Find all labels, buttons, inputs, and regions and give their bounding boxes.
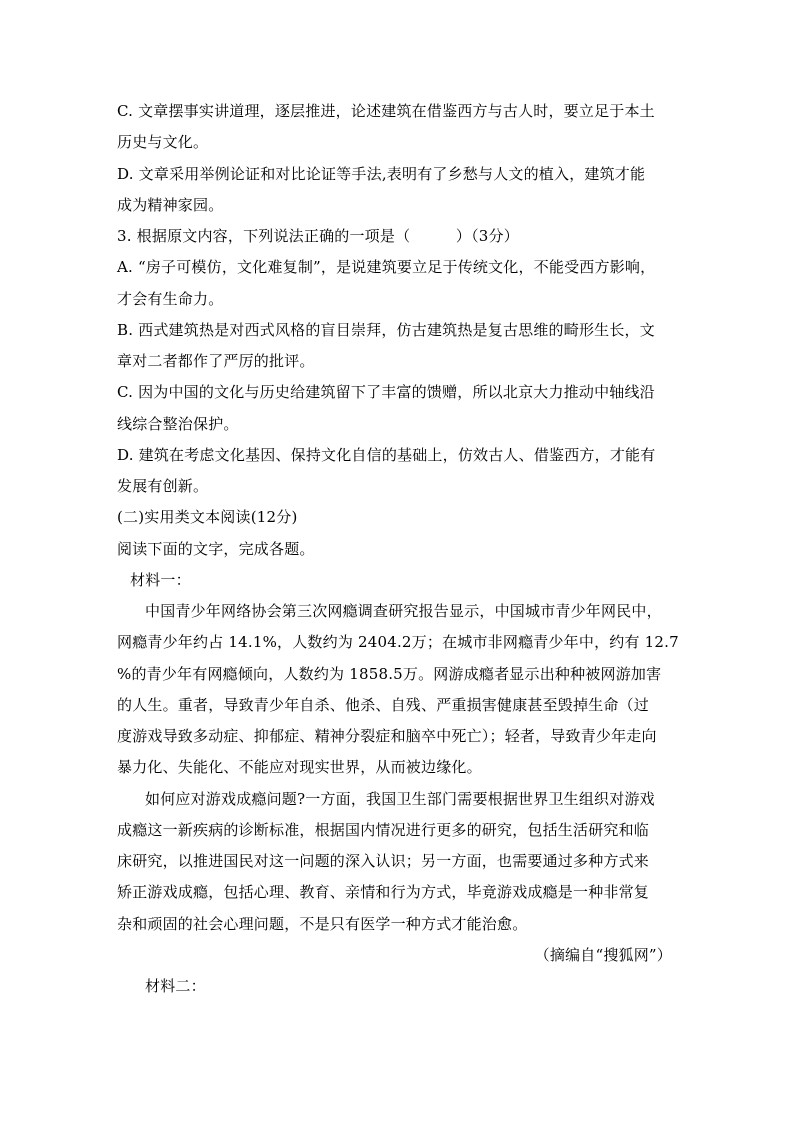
q3-option-c-line-1: C. 因为中国的文化与历史给建筑留下了丰富的馈赠，所以北京大力推动中轴线沿 [117, 383, 655, 401]
material-1-para-1-line-2: 网瘾青少年约占 14.1%，人数约为 2404.2万；在城市非网瘾青少年中，约有 12.7 [117, 633, 679, 651]
option-d-line-1: D. 文章采用举例论证和对比论证等手法,表明有了乡愁与人文的植入，建筑才能 [117, 165, 646, 183]
material-1-para-2-line-2: 成瘾这一新疾病的诊断标准，根据国内情况进行更多的研究，包括生活研究和临 [117, 821, 650, 839]
material-1-para-1-line-6: 暴力化、失能化、不能应对现实世界，从而被边缘化。 [117, 758, 482, 776]
material-1-para-2-line-5: 杂和顽固的社会心理问题，不是只有医学一种方式才能治愈。 [117, 915, 528, 933]
instruction: 阅读下面的文字，完成各题。 [117, 540, 315, 558]
q3-option-d-line-1: D. 建筑在考虑文化基因、保持文化自信的基础上，仿效古人、借鉴西方，才能有 [117, 446, 656, 464]
material-1-label: 材料一： [130, 571, 191, 589]
source-note: （摘编自“搜狐网”） [534, 946, 672, 964]
question-3: 3. 根据原文内容，下列说法正确的一项是（ ）（3分） [117, 227, 519, 245]
material-1-para-2-line-1: 如何应对游戏成瘾问题?一方面，我国卫生部门需要根据世界卫生组织对游戏 [145, 790, 655, 808]
material-1-para-2-line-3: 床研究，以推进国民对这一问题的深入认识；另一方面，也需要通过多种方式来 [117, 852, 650, 870]
q3-option-b-line-2: 章对二者都作了严厉的批评。 [117, 352, 315, 370]
option-c-line-1: C. 文章摆事实讲道理，逐层推进，论述建筑在借鉴西方与古人时，要立足于本土 [117, 102, 655, 120]
q3-option-d-line-2: 发展有创新。 [117, 477, 209, 495]
material-1-para-1-line-3: %的青少年有网瘾倾向，人数约为 1858.5万。网游成瘾者显示出种种被网游加害 [117, 665, 662, 683]
material-1-para-1-line-1: 中国青少年网络协会第三次网瘾调查研究报告显示，中国城市青少年网民中， [145, 602, 662, 620]
q3-option-b-line-1: B. 西式建筑热是对西式风格的盲目崇拜，仿古建筑热是复古思维的畸形生长，文 [117, 321, 655, 339]
option-c-line-2: 历史与文化。 [117, 133, 209, 151]
q3-option-c-line-2: 线综合整治保护。 [117, 415, 239, 433]
material-1-para-1-line-4: 的人生。重者，导致青少年自杀、他杀、自残、严重损害健康甚至毁掉生命（过 [117, 696, 650, 714]
material-1-para-1-line-5: 度游戏导致多动症、抑郁症、精神分裂症和脑卒中死亡）；轻者，导致青少年走向 [117, 727, 657, 745]
q3-option-a-line-2: 才会有生命力。 [117, 290, 224, 308]
material-1-para-2-line-4: 矫正游戏成瘾，包括心理、教育、亲情和行为方式，毕竟游戏成瘾是一种非常复 [117, 883, 650, 901]
option-d-line-2: 成为精神家园。 [117, 196, 224, 214]
material-2-label: 材料二： [145, 977, 206, 995]
q3-option-a-line-1: A. “房子可模仿，文化难复制”，是说建筑要立足于传统文化，不能受西方影响， [117, 258, 656, 276]
section-heading: (二)实用类文本阅读(12分) [117, 508, 298, 526]
